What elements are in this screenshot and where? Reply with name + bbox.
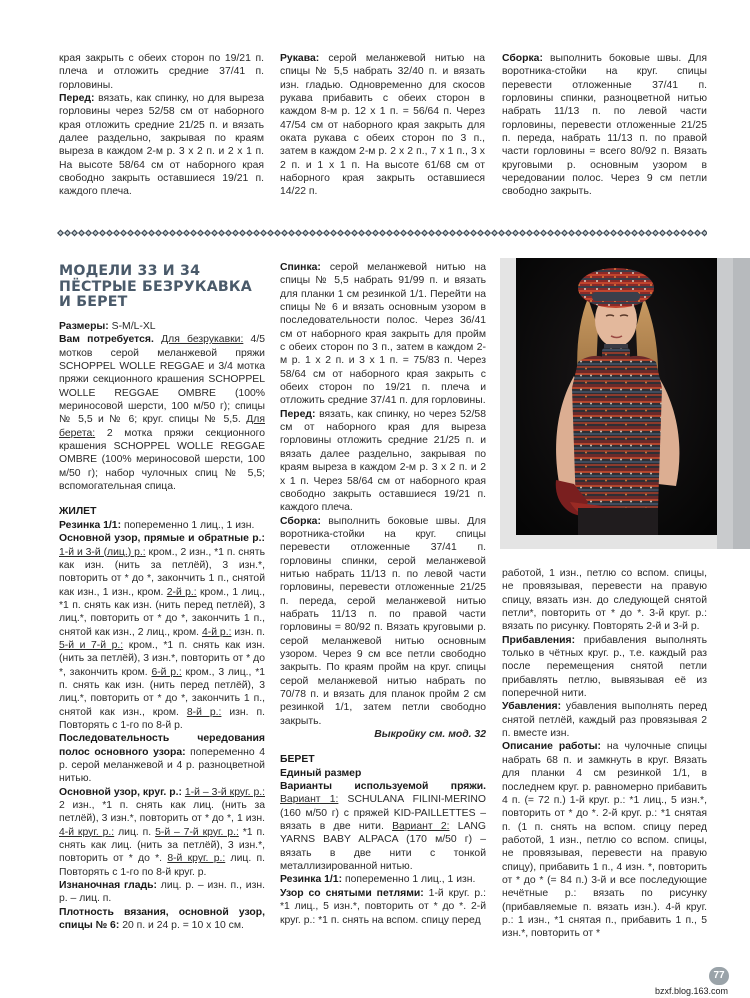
stripe-sequence-paragraph: Последовательность чередования полос основного узора: попеременно 4 р. серой меланжевой и 4 р. разноцветной нитью. bbox=[59, 733, 265, 785]
top-paragraph: Перед: вязать, как спинку, но для выреза горловины через 52/58 см от наборного края отложить средние 21/25 п. и вязать далее раздельно, закрывая по краям выреза в каждом 2-м р. 3 х 2 п. и 2 х 1 п. На высоте 58/64 см от наборного края свободно закрыть оставшиеся 19/21 п. каждого плеча. bbox=[59, 93, 264, 198]
model-illustration bbox=[516, 258, 717, 535]
slip-stitch-paragraph: Узор со снятыми петлями: 1-й круг. р.: *1 лиц., 5 изн.*, повторить от * до *. 2-й круг. р.: *1 п. снять на вспом. спицу перед bbox=[280, 887, 486, 926]
section-heading bbox=[59, 264, 269, 311]
chevron-divider bbox=[57, 229, 707, 237]
continuation-paragraph: работой, 1 изн., петлю со вспом. спицы, не провязывая, перевести на правую спицу, вязать изн. до следующей снятой петли*, повторить от * до *. 3-й круг. р.: вязать по рисунку. Повторять 2-й и 3-й р. bbox=[502, 568, 707, 633]
chevron-pattern bbox=[57, 229, 707, 237]
page-number-badge: 77 bbox=[709, 967, 729, 985]
heading-line-1: МОДЕЛИ 33 И 34 bbox=[59, 263, 201, 279]
vest-heading: ЖИЛЕТ bbox=[59, 506, 97, 518]
top-column-3 bbox=[502, 52, 707, 199]
front-paragraph: Перед: вязать, как спинку, но через 52/58 см от наборного края для выреза горловины отложить средние 21/25 п. и вязать далее раздельно, закрывая по краям выреза в каждом 2-м р. 3 х 2 п. и 2 х 1 п. Через 58/64 см от наборного края свободно закрыть оставшиеся 19/21 п. каждого плеча. bbox=[280, 408, 486, 514]
work-description-paragraph: Описание работы: на чулочные спицы набрать 68 п. и замкнуть в круг. Вязать для планки 4 см резинкой 1/1, в последнем круг. р. равномерно прибавить 4 п. (= 72 п.) 1-й круг. р.: *1 лиц., 5 изн.*, повторить от * до *. 2-й круг. р.: *1 снятая п. (1 п. снять на вспом. спицу перед работой, 1 изн., петлю со вспом. спицы, не провязывая, перевести на правую спицу), прибавить 1 п., 4 изн. *, повторить от * до * (= 84 п.) 3-й и все последующие нечётные р.: вязать по рисунку (прибавляемые п. вязать изн.). 4-й круг. р.: 1 изн., *1 снятая п., прибавить 1 п., 5 изн.*, повторить от * bbox=[502, 741, 707, 940]
main-column-2 bbox=[280, 261, 486, 927]
circular-pattern-paragraph: Основной узор, круг. р.: 1-й – 3-й круг. р.: 2 изн., *1 п. снять как лиц. (нить за петлёй), 3 изн.*, повторить от * до *, 1 изн. 4-й круг. р.: лиц. п. 5-й – 7-й круг. р.: *1 п. снять как лиц. (нить за петлёй), 3 изн.*, повторить от * до *. 8-й круг. р.: лиц. п. Повторять с 1-го по 8-й круг. р. bbox=[59, 786, 265, 878]
gauge-paragraph: Плотность вязания, основной узор, спицы № 6: 20 п. и 24 р. = 10 х 10 см. bbox=[59, 906, 265, 932]
one-size-label: Единый размер bbox=[280, 767, 362, 779]
sizes-paragraph: Размеры: S-M/L-XL bbox=[59, 321, 156, 332]
watermark-text: bzxf.blog.163.com bbox=[655, 986, 729, 996]
heading-line-2: ПЁСТРЫЕ БЕЗРУКАВКА И БЕРЕТ bbox=[59, 278, 252, 310]
pattern-reference: Выкройку см. мод. 32 bbox=[374, 729, 486, 741]
purl-stitch-paragraph: Изнаночная гладь: лиц. р. – изн. п., изн. р. – лиц. п. bbox=[59, 880, 265, 905]
model-photo bbox=[516, 258, 717, 535]
materials-paragraph: Вам потребуется. Для безрукавки: 4/5 мотков серой меланжевой пряжи SCHOPPEL WOLLE REGGAE и 3/4 мотка пряжи секционного крашения SCHOPPEL WOLLE REGGAE OMBRE (100% мериносовой шерсти, 100 м/50 г); спицы № 5,5 и № 6; круг. спицы № 5,5. Для берета: 2 мотка пряжи секционного крашения SCHOPPEL WOLLE REGGAE OMBRE (100% мериносовой шерсти, 100 м/50 г); набор чулочных спиц № 5,5; вспомогательная спица. bbox=[59, 334, 265, 493]
main-pattern-paragraph: Основной узор, прямые и обратные р.: 1-й и 3-й (лиц.) р.: кром., 2 изн., *1 п. снять как изн. (нить за петлёй), 3 изн.*, повторить от * до *, закончить 1 п., снятой как изн., 1 изн., кром. 2-й р.: кром., 1 лиц., *1 п. снять как изн. (нить перед петлёй), 3 лиц.*, повторить от * до *, закончить 1 п., снятой как изн., 2 лиц., кром. 4-й р.: изн. п. 5-й и 7-й р.: кром., *1 п. снять как изн. (нить за петлёй), 3 изн.*, повторить от * до *, закончить кром. 6-й р.: кром., 3 лиц., *1 п. снять как изн. (нить перед петлёй), 3 лиц.*, повторить от * до *, закончить 1 п., снятой как изн., кром. 8-й р.: изн. п. Повторять с 1-го по 8-й р. bbox=[59, 533, 266, 731]
rib-paragraph: Резинка 1/1: попеременно 1 лиц., 1 изн. bbox=[280, 874, 476, 886]
top-paragraph: Сборка: выполнить боковые швы. Для воротника-стойки на круг. спицы перевести отложенные 37/41 п. горловины спинки, разноцветной нитью набрать 11/13 п. по левой части горловины, перевести отложенные 21/25 п. переда, набрать 11/13 п. по правой части горловины = всего 80/92 п. Вязать круговыми р. основным узором в чередовании полос. Через 9 см петли свободно закрыть. bbox=[502, 53, 707, 198]
assembly-paragraph: Сборка: выполнить боковые швы. Для воротника-стойки на круг. спицы перевести отложенные 37/41 п. горловины спинки, серой меланжевой нитью набрать 11/13 п. по левой части горловины, перевести отложенные 21/25 п. переда, серой меланжевой нитью набрать 11/13 п. по правой части горловины = 80/92 п. Вязать круговыми р. серой меланжевой нитью основным узором. Через 9 см все петли свободно закрыть. По краям пройм на круг. спицы серой меланжевой нитью набрать по 70/78 п. и вязать для планок пройм 2 см резинкой 1/1, затем петли свободно закрыть. bbox=[280, 515, 486, 727]
rib-paragraph: Резинка 1/1: попеременно 1 лиц., 1 изн. bbox=[59, 519, 255, 531]
back-paragraph: Спинка: серой меланжевой нитью на спицы № 5,5 набрать 91/99 п. и вязать для планки 1 см резинкой 1/1. Перейти на спицы № 6 и вязать основным узором в последовательности полос. Через 36/41 см от наборного края закрыть для пройм с обеих сторон по 3 п., затем в каждом 2-м р. 1 х 2 п. и 3 х 1 п. = 75/83 п. Через 58/64 см от наборного края закрыть с обеих сторон по 19/21 п. плеча и отложить средние 37/41 п. для горловины. bbox=[280, 262, 486, 407]
main-column-1 bbox=[59, 320, 265, 932]
top-paragraph: Рукава: серой меланжевой нитью на спицы № 5,5 набрать 32/40 п. и вязать изн. гладью. Одновременно для скосов рукава прибавить с обеих сторон в каждом 8-м р. 12 х 1 п. = 56/64 п. Через 47/54 см от наборного края закрыть для оката рукава с обеих сторон по 3 п., затем в каждом 2-м р. 2 х 2 п., 7 х 1 п., 3 х 2 п. и 1 х 1 п. На высоте 61/68 см от наборного края закрыть оставшиеся 14/22 п. bbox=[280, 53, 485, 198]
main-column-3 bbox=[502, 567, 707, 941]
decreases-paragraph: Убавления: убавления выполнять перед снятой петлёй, каждый раз провязывая 2 п. вместе изн. bbox=[502, 701, 707, 740]
top-column-1 bbox=[59, 52, 264, 199]
photo-side-band-dark bbox=[733, 258, 750, 549]
yarn-variants-paragraph: Варианты используемой пряжи. Вариант 1: SCHULANA FILINI-MERINO (160 м/50 г) с пряжей KID-PAILLETTES – вязать в две нити. Вариант 2: LANG YARNS BABY ALPACA (170 м/50 г) – вязать в две нити с тонкой металлизированной нитью. bbox=[280, 781, 486, 873]
top-paragraph: края закрыть с обеих сторон по 19/21 п. плеча и отложить средние 37/41 п. горловины. bbox=[59, 53, 264, 91]
beret-heading: БЕРЕТ bbox=[280, 754, 315, 766]
increases-paragraph: Прибавления: прибавления выполнять только в чётных круг. р., т.е. каждый раз после перемещения снятой петли прибавлять петлю, вывязывая её из поперечной нити. bbox=[502, 634, 707, 700]
top-column-2 bbox=[280, 52, 485, 199]
